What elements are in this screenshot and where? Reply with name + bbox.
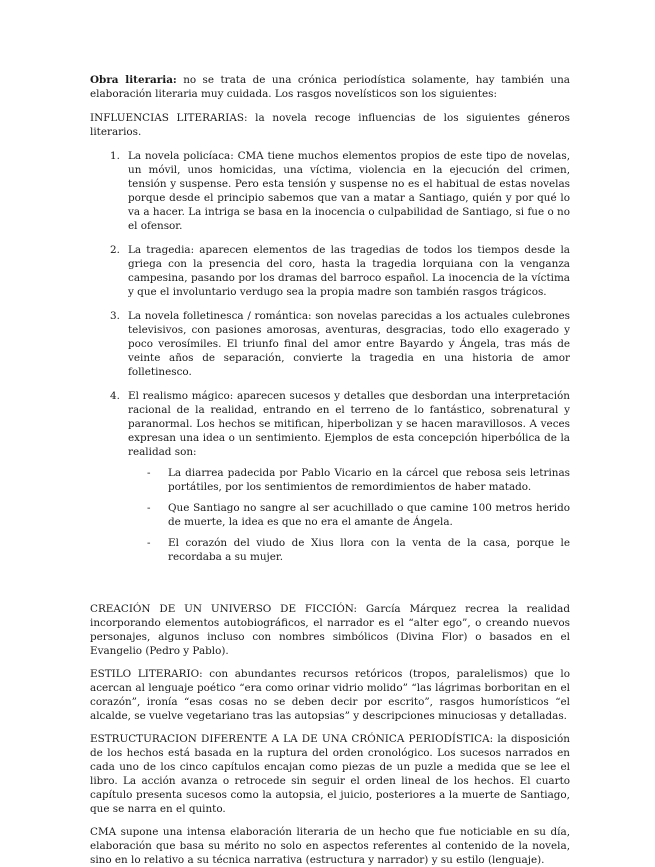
example-text: El corazón del viudo de Xius llora con la venta de la casa, porque le recordaba a su mujer. [168, 537, 570, 563]
intro-heading: Obra literaria: [90, 74, 177, 86]
example-item [128, 501, 570, 529]
example-text: Que Santiago no sangre al ser acuchillado o que camine 100 metros herido de muerte, la idea es que no era el amante de Ángela. [168, 502, 570, 528]
item-text: La tragedia: aparecen elementos de las tragedias de todos los tiempos desde la griega con la presencia del coro, hasta la tragedia lorquiana con la venganza campesina, pasando por los dramas del barroco español. La inocencia de la víctima y que el involuntario verdugo sea la propia madre son también rasgos trágicos. [128, 244, 570, 298]
item-number: 2. [110, 244, 120, 256]
example-item [128, 466, 570, 494]
influences-intro: INFLUENCIAS LITERARIAS: la novela recoge influencias de los siguientes géneros literarios. [90, 112, 570, 138]
item-text: La novela policíaca: CMA tiene muchos elementos propios de este tipo de novelas, un móvil, unos homicidas, una víctima, violencia en la ejecución del crimen, tensión y suspense. Pero esta tensión y suspense no es el habitual de estas novelas porque desde el principio sabemos que van a matar a Santiago, quién y por qué lo va a hacer. La intriga se basa en la inocencia o culpabilidad de Santiago, si fue o no el ofensor. [128, 150, 570, 232]
section-paragraph: CMA supone una intensa elaboración literaria de un hecho que fue noticiable en su día, elaboración que basa su mérito no solo en aspectos referentes al contenido de la novela, sino en lo relativo a su técnica narrativa (estructura y narrador) y su estilo (lenguaje). [90, 826, 570, 866]
spacer [90, 574, 570, 602]
example-text: La diarrea padecida por Pablo Vicario en la cárcel que rebosa seis letrinas portátiles, por los sentimientos de remordimientos de haber matado. [168, 467, 570, 493]
example-item [128, 536, 570, 564]
item-number: 1. [110, 150, 120, 162]
item-text: La novela folletinesca / romántica: son novelas parecidas a los actuales culebrones televisivos, con pasiones amorosas, aventuras, desgracias, todo ello exagerado y poco verosímiles. El triunfo final del amor entre Bayardo y Ángela, tras más de veinte años de separación, convierte la tragedia en una historia de amor folletinesco. [128, 310, 570, 378]
section-paragraph: ESTILO LITERARIO: con abundantes recursos retóricos (tropos, paralelismos) que lo acercan al lenguaje poético “era como orinar vidrio molido” “las lágrimas borboritan en el corazón”, ironía “esas cosas no se deben decir por escrito”, rasgos humorísticos “el alcalde, se vuelve vegetariano tras las autopsias” y descripciones minuciosas y detalladas. [90, 668, 570, 722]
intro-paragraph [90, 73, 570, 101]
item-text: El realismo mágico: aparecen sucesos y detalles que desbordan una interpretación racional de la realidad, entrando en el terreno de lo fantástico, sobrenatural y paranormal. Los hechos se mitifican, hiperbolizan y se hacen maravillosos. A veces expresan una idea o un sentimiento. Ejemplos de esta concepción hiperbólica de la realidad son: [128, 390, 570, 458]
list-item [90, 309, 570, 379]
intro-text: no se trata de una crónica periodística solamente, hay también una elaboración literaria muy cuidada. Los rasgos novelísticos son los siguientes: [90, 74, 570, 100]
item-number: 3. [110, 310, 120, 322]
list-item [90, 389, 570, 564]
dash-marker: - [147, 467, 151, 479]
dash-marker: - [147, 502, 151, 514]
section-paragraph: ESTRUCTURACION DIFERENTE A LA DE UNA CRÓNICA PERIODÍSTICA: la disposición de los hechos está basada en la ruptura del orden cronológico. Los sucesos narrados en cada uno de los cinco capítulos encajan como piezas de un puzle a medida que se lee el libro. La acción avanza o retrocede sin seguir el orden lineal de los hechos. El cuarto capítulo presenta sucesos como la autopsia, el juicio, posteriores a la muerte de Santiago, que se narra en el quinto. [90, 733, 570, 815]
influences-list [90, 149, 570, 564]
dash-marker: - [147, 537, 151, 549]
examples-list [128, 466, 570, 564]
section-paragraph: CREACIÓN DE UN UNIVERSO DE FICCIÓN: García Márquez recrea la realidad incorporando elementos autobiográficos, el narrador es el “alter ego”, o creando nuevos personajes, algunos incluso con nombres simbólicos (Divina Flor) o basados en el Evangelio (Pedro y Pablo). [90, 603, 570, 657]
list-item [90, 243, 570, 299]
list-item [90, 149, 570, 233]
item-number: 4. [110, 390, 120, 402]
